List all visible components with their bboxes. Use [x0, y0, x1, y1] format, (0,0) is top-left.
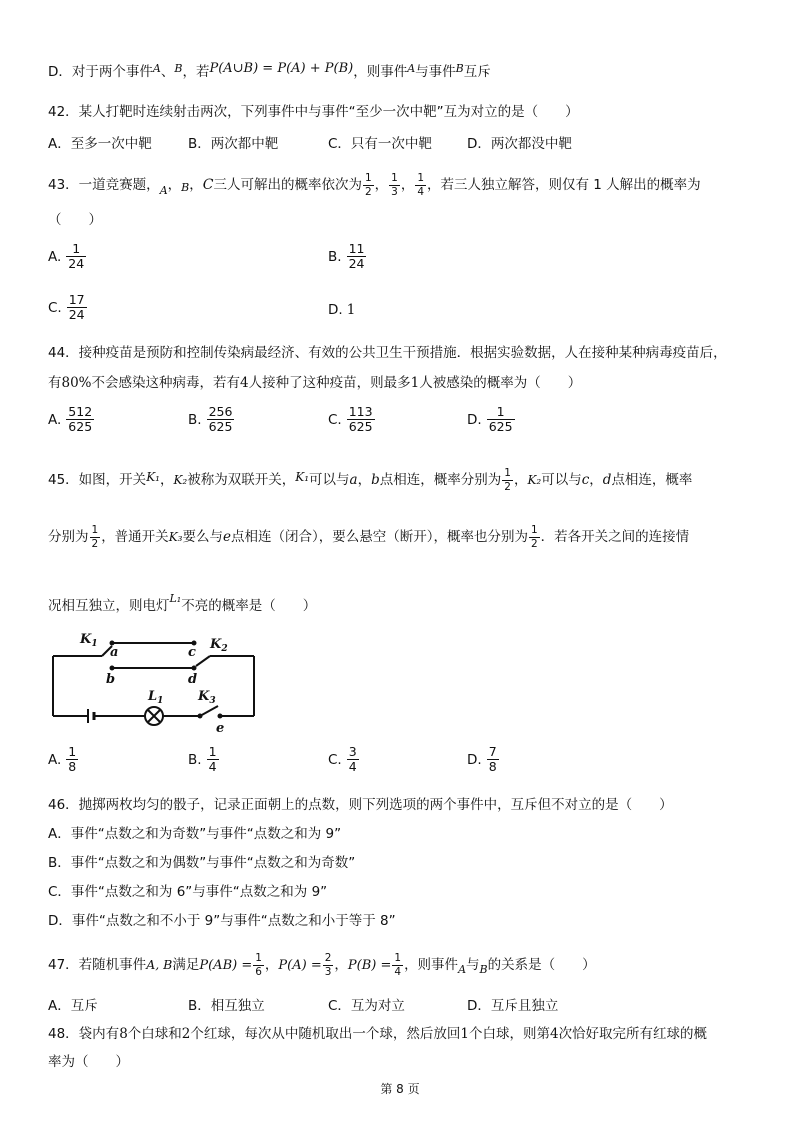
q47-option-b[interactable]: B．相互独立: [188, 998, 265, 1014]
node-e: [218, 714, 223, 719]
q48-line1: 48．袋内有8个白球和2个红球，每次从中随机取出一个球，然后放回1个白球，则第4次恰好取完所有红球的概: [48, 1026, 708, 1042]
q42-option-a[interactable]: A．至多一次中靶: [48, 136, 152, 152]
q47-option-d[interactable]: D．互斥且独立: [467, 998, 559, 1014]
q43-stem: 43．一道竞赛题，$_A$，B，C三人可解出的概率依次为 $\frac{1}{2}$ ， $\frac{1}{3}$ ， $\frac{1}{4}$ ，若三人独立解答，则仅有 1 人解出的概率为: [48, 172, 701, 198]
q42-option-b[interactable]: B．两次都中靶: [188, 136, 279, 152]
node-k3-pivot: [198, 714, 203, 719]
label-k1: $K_1$: [80, 632, 98, 649]
q46-stem: 46．抛掷两枚均匀的骰子，记录正面朝上的点数，则下列选项的两个事件中，互斥但不对立的是（ ）: [48, 797, 673, 813]
k3-switch-blade: [200, 706, 218, 716]
q44-line1: 44．接种疫苗是预防和控制传染病最经济、有效的公共卫生干预措施．根据实验数据，人在接种某种病毒疫苗后，: [48, 345, 727, 361]
circuit-diagram: [40, 628, 270, 738]
label-b: b: [106, 672, 116, 687]
q47-option-c[interactable]: C．互为对立: [328, 998, 405, 1014]
q44-option-a[interactable]: A. $\frac{512}{625}$: [48, 404, 93, 435]
q44-option-b[interactable]: B. $\frac{256}{625}$: [188, 404, 233, 435]
q46-option-b[interactable]: B．事件“点数之和为偶数”与事件“点数之和为奇数”: [48, 855, 356, 871]
q46-option-d[interactable]: D．事件“点数之和不小于 9”与事件“点数之和小于等于 8”: [48, 913, 396, 929]
q45-option-a[interactable]: A. $\frac{1}{8}$: [48, 744, 77, 775]
fraction-1-2: $\frac{1}{2}$: [364, 172, 372, 198]
label-a: a: [110, 645, 119, 660]
label-k3: $K_3$: [198, 689, 216, 706]
q45-option-d[interactable]: D. $\frac{7}{8}$: [467, 744, 497, 775]
q43-option-d[interactable]: D. 1: [328, 302, 356, 318]
q41-option-d: D．对于两个事件$^A$、$^B$，若P(A∪B) = P(A) + P(B)，则事件$^A$与事件$^B$互斥: [48, 61, 491, 80]
q42-option-c[interactable]: C．只有一次中靶: [328, 136, 432, 152]
q47-option-a[interactable]: A．互斥: [48, 998, 98, 1014]
q44-line2: 有80%不会感染这种病毒，若有4人接种了这种疫苗，则最多1人被感染的概率为（ ）: [48, 375, 582, 391]
q43-option-a[interactable]: A. $\frac{1}{24}$: [48, 241, 85, 272]
label-k2: $K_2$: [210, 637, 228, 654]
q43-option-c[interactable]: C. $\frac{17}{24}$: [48, 292, 85, 323]
q44-option-c[interactable]: C. $\frac{113}{625}$: [328, 404, 373, 435]
q47-stem: 47．若随机事件A, B满足P(AB) = $\frac{1}{6}$ ，P(A) = $\frac{2}{3}$ ，P(B) = $\frac{1}{4}$ ，则事件$_A$与$_B$的关系是（ ）: [48, 952, 596, 978]
k2-switch-blade: [196, 656, 210, 666]
q45-line1: 45．如图，开关K₁，K₂被称为双联开关，K₁可以与a，b点相连，概率分别为 $\frac{1}{2}$ ，K₂可以与c，d点相连，概率: [48, 467, 693, 493]
label-l1: $L_1$: [148, 689, 164, 706]
q42-option-d[interactable]: D．两次都没中靶: [467, 136, 572, 152]
q44-option-d[interactable]: D. $\frac{1}{625}$: [467, 404, 513, 435]
q43-paren: （ ）: [48, 212, 102, 228]
node-d: [192, 666, 197, 671]
label-c: c: [188, 645, 196, 660]
fraction-1-3: $\frac{1}{3}$: [391, 172, 398, 198]
q45-option-b[interactable]: B. $\frac{1}{4}$: [188, 744, 217, 775]
node-b: [110, 666, 115, 671]
fraction-1-4: $\frac{1}{4}$: [417, 172, 425, 198]
union-formula: P(A∪B) = P(A) + P(B): [209, 61, 354, 76]
label-d: d: [188, 672, 198, 687]
page-number: 第 8 页: [380, 1082, 420, 1096]
q42-stem: 42．某人打靶时连续射击两次，下列事件中与事件“至少一次中靶”互为对立的是（ ）: [48, 104, 579, 120]
q46-option-c[interactable]: C．事件“点数之和为 6”与事件“点数之和为 9”: [48, 884, 328, 900]
label-e: e: [216, 721, 225, 736]
q43-option-b[interactable]: B. $\frac{11}{24}$: [328, 241, 365, 272]
q45-option-c[interactable]: C. $\frac{3}{4}$: [328, 744, 357, 775]
q45-line3: 况相互独立，则电灯$^{L_1}$不亮的概率是（ ）: [48, 592, 317, 614]
q48-line2: 率为（ ）: [48, 1054, 129, 1070]
q46-option-a[interactable]: A．事件“点数之和为奇数”与事件“点数之和为 9”: [48, 826, 342, 842]
q45-line2: 分别为 $\frac{1}{2}$ ，普通开关K₃要么与e点相连（闭合），要么悬空（断开），概率也分别为 $\frac{1}{2}$ ．若各开关之间的连接情: [48, 524, 690, 550]
